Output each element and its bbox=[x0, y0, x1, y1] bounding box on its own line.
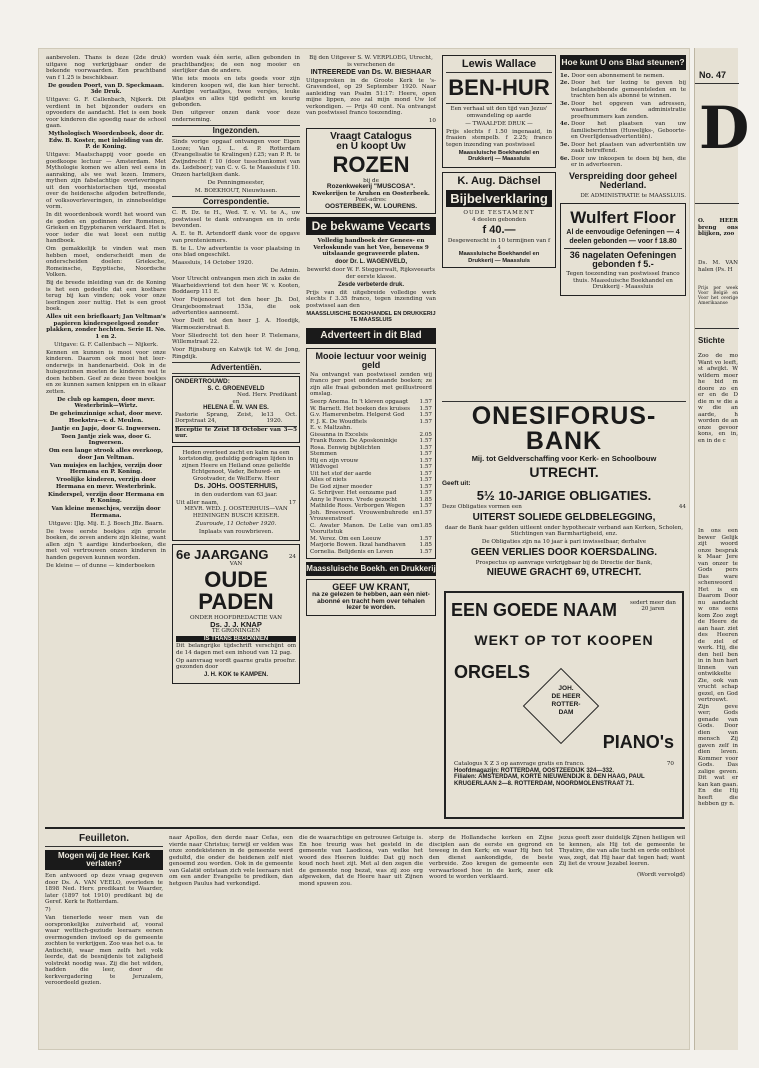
text-paragraph: worden vaak één serie, allen gebonden in prachtbandjes; de een nog mooier en sierlijker dan de andere. bbox=[172, 55, 300, 74]
book-title: Seerp Anema. In 't kleven opgaagt bbox=[310, 399, 409, 405]
feuilleton-col-2 bbox=[169, 835, 293, 1043]
text-paragraph: A. E. te R. Artendorff dank voor de opgave van prenteniemers. bbox=[172, 231, 300, 244]
ad-price: f 40.— bbox=[482, 224, 516, 236]
support-item-text: Door het opgeven van adressen, waarheen de administratie proefnummers kan zenden. bbox=[571, 100, 686, 120]
ad-text: na ze gelezen te hebben, aan een niet-abonné en tracht hem over tehalen lezer te worden. bbox=[312, 591, 430, 611]
support-item bbox=[560, 156, 686, 169]
book-title: De gouden Poort, van D. Speckmaan. 3de Druk. bbox=[48, 82, 164, 95]
ad-text: Geeft uit: bbox=[442, 479, 471, 487]
ad-number: 70 bbox=[666, 761, 674, 767]
book-price: 1.57 bbox=[419, 399, 432, 405]
ad-text: Mij. tot Geldverschaffing voor Kerk- en Schoolbouw bbox=[471, 454, 657, 463]
feuilleton-col-5 bbox=[559, 835, 685, 1043]
book-title: Mathilde Roos. Verborgen Wegen bbox=[310, 503, 406, 509]
ad-text: Na ontvangst van postwissel zenden wij franco per post onderstaande boeken; ze zijn alle fraai gebonden met geillustreerd omslag. bbox=[310, 371, 432, 397]
book-title: Frank Rozen. De Aposkoninkje bbox=[310, 438, 398, 444]
ad-text: MAASSLUISCHE BOEKHANDEL EN DRUKKERIJ TE MAASSLUIS bbox=[306, 310, 436, 323]
next-page-edge bbox=[694, 48, 750, 1050]
bijbelverklaring-ad bbox=[442, 172, 556, 268]
ad-title: Adverteert in dit Blad bbox=[306, 328, 436, 344]
support-item-number: 3e. bbox=[560, 100, 570, 107]
notice-text: Receptie te Zeist 18 October van 3—5 uur. bbox=[175, 426, 297, 439]
book-title: Cornelia. Belijdenis en Leven bbox=[310, 548, 394, 555]
book-price: 1.57 bbox=[419, 438, 432, 444]
notice-number: 17 bbox=[288, 499, 296, 506]
ad-heading: UTRECHT. bbox=[529, 463, 599, 480]
book-title: Stemmen bbox=[310, 451, 337, 457]
ad-text: OUDE TESTAMENT bbox=[463, 210, 535, 216]
book-price: 2.05 bbox=[419, 431, 432, 438]
ad-text: 4 deelen gebonden bbox=[472, 216, 526, 223]
ad-title: Maassluische Boekh. en Drukkerij bbox=[306, 562, 436, 576]
book-price: 1.57 bbox=[419, 470, 432, 477]
ad-text: Kwekerijen te Aruhen en Oosterbeek. bbox=[312, 190, 430, 197]
ad-text: door Dr. L. WAGENVELD, bbox=[334, 259, 407, 265]
engagement-notice bbox=[172, 376, 300, 443]
book-price: 1.57 bbox=[419, 509, 432, 516]
ad-text: Een verhaal uit den tijd van Jezus' omwandeling op aarde bbox=[450, 106, 548, 119]
book-list bbox=[310, 399, 432, 555]
book-title: F. J. K. De Woudfiels bbox=[310, 418, 367, 425]
book-title: De geheimzinnige schat, door mevr. Hoekstra—v. d. Meulen. bbox=[49, 411, 163, 424]
book-title: INTREEREDE van Ds. W. BIESHAAR bbox=[310, 68, 432, 76]
support-item-number: 6e. bbox=[560, 155, 570, 162]
notice-date: 13 Oct. 1920. bbox=[266, 411, 297, 424]
signature: M. BOEKHOUT, Nieuwlusen. bbox=[194, 187, 278, 194]
notice-text: Ned. Herv. Predikant bbox=[237, 392, 297, 398]
divider bbox=[695, 83, 739, 84]
masthead-letter: D bbox=[699, 94, 750, 162]
support-item-text: Door het ter lezing te geven bij belanghebbende gemeenteleden en te trachten hen als abonné te winnen. bbox=[571, 80, 686, 99]
issue-number: No. 47 bbox=[699, 70, 727, 80]
support-list bbox=[560, 73, 686, 169]
ad-heading: K. Aug. Dächsel bbox=[457, 175, 541, 187]
ad-text: Hoofdmagazijn: ROTTERDAM, OOSTZEEDIJK 324—332. bbox=[454, 767, 615, 774]
feuilleton-header bbox=[45, 833, 163, 870]
book-title: Wildvogel bbox=[310, 464, 339, 470]
book-price: 1.57 bbox=[419, 490, 432, 496]
ad-title: Wulfert Floor bbox=[570, 208, 676, 227]
newspaper-page bbox=[38, 48, 690, 1050]
text-paragraph: Uitgave: G. F. Callenbach, Nijkerk. Dit verdient in het bijzonder ouders en opvoeders de aandacht. Het is een boek voor kinderen die spoedig naar de school gaan. bbox=[46, 97, 166, 129]
ad-text: Filialen: AMSTERDAM, KORTE NIEUWENDIJK 8. DEN HAAG, PAUL KRUGERLAAN 2—8. ROTTERDAM, NOORDMOLENSTRAAT 71. bbox=[454, 774, 645, 787]
ben-hur-ad bbox=[442, 55, 556, 168]
ad-heading: NIEUWE GRACHT 69, UTRECHT. bbox=[486, 566, 642, 578]
ad-number: 24 bbox=[288, 554, 296, 560]
section-heading: Correspondentie. bbox=[172, 196, 300, 208]
publisher-line: Uitgave: G. F. Callenbach — Nijkerk. bbox=[53, 341, 159, 348]
column-4 bbox=[442, 55, 556, 395]
book-title: Vroolijke kinderen, verzijn door Hermana en mevr. Westerbrink. bbox=[55, 477, 157, 490]
text-paragraph: Maassluis, 14 October 1920. bbox=[172, 260, 254, 266]
serial-title: Mogen wij de Heer. Kerk verlaten? bbox=[45, 850, 163, 870]
ad-text: Tegen toezending van postwissel franco thuis. Maassluische Boekhandel en Drukkerij - Maassluis bbox=[566, 271, 680, 290]
text-paragraph: jezus geeft zeer duidelijk Zijnen heiligen wil te kennen, als Hij tot de gemeente te Thyatire, die van alle tucht en orde ontbloot was, zegt, dat Hij haar dat tegen had; want Zij liet de vrouw Jezabel leeren. bbox=[559, 835, 685, 867]
ad-text: TE GRONINGEN bbox=[211, 628, 261, 634]
books-ad bbox=[306, 348, 436, 560]
feuilleton-divider bbox=[45, 827, 685, 829]
section-heading: Advertentiën. bbox=[172, 362, 300, 374]
book-price: 1.57 bbox=[419, 418, 432, 425]
text-paragraph: De kleine — of dunne — kinderboeken bbox=[46, 562, 155, 569]
ad-text: Post-adres: bbox=[355, 197, 387, 203]
book-title: Anny le Feuvre. Vrede gezocht bbox=[310, 496, 398, 503]
joh-de-heer-ad bbox=[444, 591, 684, 819]
book-title: Rosa. Eenwig bijblichten bbox=[310, 444, 381, 451]
ad-text: Deze Obligaties vormen een bbox=[442, 504, 522, 510]
ad-number: 44 bbox=[678, 504, 686, 510]
ad-heading: Mooie lectuur voor weinig geld bbox=[315, 350, 427, 370]
ad-text: sedert meer dan 20 jaren bbox=[630, 600, 676, 613]
book-title: Joh. Breevoort. Vrouwenbuhrede en Vrouwenstreef bbox=[310, 509, 420, 522]
book-price: 1.57 bbox=[419, 405, 432, 412]
ad-text: Dit belangrijke tijdschrift verschijnt om de 14 dagen met een inhoud van 12 pag. bbox=[176, 643, 296, 656]
book-title: Mythologisch Woordenboek, door dr. Edw. B. Koster, met inleiding van dr. P. de Koning. bbox=[48, 131, 164, 150]
support-item-number: 4e. bbox=[560, 121, 570, 127]
continued-note: (Wordt vervolgd) bbox=[636, 871, 685, 878]
text-paragraph: B. te L. Uw advertentie is voor plaatsing in ons blad ongeschikt. bbox=[172, 245, 300, 258]
ad-text: Prijs slechts f 1.50 ingenaaid, in fraaien stempelb. f 2.25; franco tegen inzending van postwissel bbox=[446, 128, 552, 148]
newspaper-notice bbox=[306, 579, 436, 616]
ad-text: bewerkt door W. F. Steggerwalt, Rijksveearts der eerste klasse. bbox=[307, 267, 435, 280]
ad-number: 10 bbox=[428, 118, 436, 124]
ad-price: gebonden f 5.- bbox=[592, 259, 654, 269]
divider bbox=[564, 248, 682, 249]
book-title: Alles of niets bbox=[310, 477, 347, 483]
ad-title: BEN-HUR bbox=[448, 75, 550, 100]
support-item-number: 2e. bbox=[560, 80, 570, 86]
signature: De Penningmeester, bbox=[207, 179, 265, 186]
book-title: G. Schrijver. Het eenzame pad bbox=[310, 490, 397, 496]
book-title: E. v. Maltzahn. bbox=[310, 425, 353, 431]
ad-text: daar de Bank haar gelden uitleent onder hypothecair verband aan Kerken, Scholen, Stichtingen van Barmhartigheid, enz. bbox=[444, 524, 684, 537]
ad-text: Op aanvraag wordt gaarne gratis proefnr. gezonden door bbox=[176, 657, 296, 670]
book-title: Alles uit een briefkaart; Jan Veltman's papieren kinderspeelgoed zonder plakken, zonder hechten. Serie II. No. 1 en 2. bbox=[46, 314, 166, 340]
ad-text: Volledig handboek der Genees- en Verloskunde van het Vee, benevens 9 uitslaande gegraveerde platen. bbox=[313, 238, 429, 257]
book-row bbox=[310, 510, 432, 523]
book-title: Toen Jantje ziek was, door G. Ingwersen. bbox=[60, 433, 152, 446]
text-paragraph: Een antwoord op deze vraag gegeven door Ds. A. VAN VEELO, overleden te 1898 Ned. Herv. predikant te Waarder, later (1897 tot 1910) predikant bij de Geref. Kerk te Rotterdam. bbox=[45, 873, 163, 905]
book-title: Jantje en Japje, door G. Ingwersen. bbox=[51, 425, 161, 432]
text-paragraph: Voor Rijnsburg en Katwijk tot W. de Jong, Ringdijk. bbox=[172, 347, 300, 360]
motto: O. HEER breng ons blijken, zoo bbox=[698, 218, 738, 237]
signature: De Admin. bbox=[270, 268, 300, 274]
book-title: M. Verez. Om een Leeuw bbox=[310, 535, 382, 542]
support-item-text: Door het plaatsen van advertentiën uw zaak betreffend. bbox=[571, 141, 686, 154]
support-item-number: 5e. bbox=[560, 141, 570, 148]
notice-text: Heden overleed zacht en kalm na een kortstondig, geduldig gedragen lijden in zijnen Heere en Heiland onze geliefde Echtgenoot, Vader, Behuwd- en Grootvader, de WelEerw. Heer bbox=[178, 449, 294, 482]
notice-name: Ds. JOHs. OOSTERHUIS, bbox=[194, 482, 278, 490]
book-title: Hij en zijn vrouw bbox=[310, 457, 359, 464]
book-title: Om een lange strook alles overkoop, door Jan Veltman. bbox=[48, 448, 164, 461]
divider bbox=[446, 72, 552, 73]
book-price: 1.85 bbox=[419, 496, 432, 503]
support-item bbox=[560, 73, 686, 80]
feuilleton-col-4 bbox=[429, 835, 553, 1043]
support-item-text: Door een abonnement te nemen. bbox=[571, 72, 665, 79]
text-paragraph: Bij de breede inleiding van dr. de Koning is het een gedeelte dat een kostbare terug bij kan vinden; ook voor onze leerlingen zeer nuttig. Het is een groot boek. bbox=[46, 280, 166, 312]
section-heading: Ingezonden. bbox=[172, 125, 300, 137]
ad-text: — TWAALFDE DRUK — bbox=[465, 120, 533, 127]
book-price: 1.57 bbox=[419, 503, 432, 509]
oude-paden-ad bbox=[172, 544, 300, 685]
ad-heading: 5½ 10-JARIGE OBLIGATIES. bbox=[476, 488, 652, 503]
ad-title: Hoe kunt U ons Blad steunen? bbox=[560, 55, 686, 70]
notice-text: Uit aller naam, bbox=[176, 499, 219, 506]
ad-heading: ORGELS bbox=[454, 662, 531, 682]
support-item bbox=[560, 142, 686, 155]
roses-ad bbox=[306, 128, 436, 215]
text-paragraph: Voor Utrecht ontvangen men zich in zake de Waarheidsvriend tot den heer W. v. Kooten, Boddaerp 111 E. bbox=[172, 276, 300, 295]
text-paragraph: Sinds vorige opgaaf ontvangen voor Eigen Looze; Van J. L. d. P. Rotterdam (Evangelisatie te Kralingen) f.25; van P. R. te Zwijndrecht f 10 (door tusschenkomst van ds. Ledeboer); van C. v. G. te Maassluis f 10. Onzen hartelijken dank. bbox=[172, 139, 300, 178]
ad-heading: GEEN VERLIES DOOR KOERSDALING. bbox=[470, 546, 658, 558]
text-paragraph: Bij den Uitgever S. W. VERPLOEG, Utrecht, is verschenen de bbox=[309, 55, 433, 68]
text-paragraph: C. R. Dz. te H., Wed. T. v. Vl. te A., uw postwissel te dank ontvangen en in orde bevonden. bbox=[172, 210, 300, 229]
ad-text: bij de bbox=[363, 177, 379, 184]
ad-text: OOSTERBEEK, W. LOURENS. bbox=[324, 202, 418, 210]
book-price: 1.57 bbox=[419, 451, 432, 457]
book-price: 1.57 bbox=[419, 535, 432, 542]
ad-title: OUDE PADEN bbox=[198, 567, 274, 614]
support-item bbox=[560, 80, 686, 100]
feuilleton-col-3 bbox=[299, 835, 423, 1043]
article-heading: Stichte bbox=[698, 336, 725, 345]
book-title: W. Barnett. Het boeken des kruises bbox=[310, 405, 411, 412]
text-paragraph: Uitgave: Maatschappij voor goede en goedkoope lectuur — Amsterdam. Met Mythologie komen we allen wel eens in aanraking, als we wat lezen. Immers, mythen zijn fabelachtige overleveringen uit den voorhistorischen tijd, meestal over de heidensche afgoden betreffende, of volksoverleveringen, in zinnebeeldige vorm. bbox=[46, 152, 166, 210]
notice-name: HELENA E. W. VAN ES. bbox=[203, 405, 269, 411]
notice-text: Zuuroude, 11 October 1920. bbox=[195, 520, 277, 527]
book-price: 1.57 bbox=[419, 483, 432, 490]
ad-text: De Obligaties zijn na 10 jaar à pari inwisselbaar, derhalve bbox=[481, 539, 647, 545]
text-paragraph: De twee eerste boekjes zijn groote boeken, de zeven andere zijn kleine, want allen zijn 't aardige kinderboeken, die met vol vertrouwen onzen kinderen in handen gegeven kunnen worden. bbox=[46, 528, 166, 561]
text-paragraph: Van tienerlede weer men van de oorspronkelijke zuiverheid af, vooral waar wettisch-geziude leeraars eenen overmogenden invloed op de gemeente zochten te verkrijgen. Zoo was het o.a. te Antiochië, waar men zelfs het volk leerde, dat de besnijdenis tot zaligheid volstrekt noodig was. Zij die het wilden, hadden die leer, door de kerkvergadering te Jeruzalem, veroordeeld gezien. bbox=[45, 915, 163, 986]
text-paragraph: Voor Delft tot den heer J. A. Hoedijk, Warmoezierstraat 8. bbox=[172, 318, 300, 331]
text-paragraph: Wie iets moois en iets goeds voor zijn kinderen koopen wil, die kan hier terecht. Aardige vertaaltjes, twee versjes, leuke plaatjes en alles tijd gedicht en keurig gebonden. bbox=[172, 76, 300, 108]
ad-title: EEN GOEDE NAAM bbox=[451, 600, 618, 620]
ad-text: Maassluische Boekhandel en Drukkerij — Maassluis bbox=[458, 149, 540, 162]
text-paragraph: aanbevolen. Thans is deze (2de druk) uitgave nog verkrijgbaar onder de bekende voorwaarden. Een prachtband van f 1.25 is beschikbaar. bbox=[46, 55, 166, 81]
ad-heading: Lewis Wallace bbox=[461, 58, 537, 70]
ad-title: ROZEN bbox=[332, 151, 410, 177]
book-price: 1.57 bbox=[419, 444, 432, 451]
ad-heading: WEKT OP TOT KOOPEN bbox=[474, 632, 654, 648]
notice-text: Inplaats van rouwbrieven. bbox=[198, 528, 274, 535]
text-paragraph: Voor Sliedrecht tot den heer P. Tielemans, Willemstraat 22. bbox=[172, 332, 300, 345]
book-price: 1.85 bbox=[419, 542, 432, 548]
price-info: Prijs per week Voor België en Voor het overige Amerikaanse bbox=[698, 286, 738, 306]
ad-heading: en U koopt Uw bbox=[336, 140, 406, 152]
notice-heading: ONDERTROUWD: bbox=[175, 378, 230, 385]
text-paragraph: die de waarachtige en getrouwe Getuige is. En hoe treurig was het gesteld in de gemeente van Laodicea, van welke het woord des Heeren luidde: Dat gij noch koud noch heet zijt. Met al den zegen die de gemeente nog bezat, was zij zoo erg afgeweken, dat de Heere haar uit Zijnen mond spuwen zou. bbox=[299, 835, 423, 887]
text-paragraph: 7) bbox=[45, 907, 51, 913]
ad-text: Desgewenscht in 10 termijnen van f 4 bbox=[447, 238, 551, 251]
ad-title: Bijbelverklaring bbox=[446, 190, 552, 207]
divider bbox=[695, 203, 739, 204]
ad-text: Prospectus op aanvrage verkrijgbaar bij de Directie der Bank, bbox=[475, 559, 653, 566]
book-title: De God zijner moeder bbox=[310, 483, 373, 490]
text-paragraph: Kennen en kunnen is mooi voor onze kinderen. Daarom ook mooi het leer-onderwijs in handenarbeid. Ook in de huisgezinnen moeten de kinderen wat te doen hebben. Geef ze deze twee boekjes en ze kunnen samen knippen en in elkaar zetten. bbox=[46, 349, 166, 395]
text-paragraph: naar Apollos, den derde naar Cefas, een vierde naar Christus; terwijl er velden was onze zondekistenen in de gemeente werd gedultd, die onder de heidenen zelf niet genoemd zou worden. Ook in de gemeente van Galatië ontstaan zich vele leeraars niet om een ander Evangelie te prediken, dan hetgeen Paulus had verkondigd. bbox=[169, 835, 293, 887]
ad-text: Catalogus X Z 3 op aanvrage gratis en franco. bbox=[454, 761, 585, 767]
notice-text: MEVR. WED. J. OOSTERHUIS—VAN HEININGEN BUSCH KEISER. bbox=[184, 506, 288, 519]
publisher-line: Uitgave: IJlg. Mij. E. J. Bosch JBz. Baarn. bbox=[48, 520, 164, 527]
text-paragraph: Om gemakkelijk te vinden wat men hebben moet, onderscheidt men de onderscheiden doelen: Grieksche, Romeinsche, Egyptische, Noordsche Volken. bbox=[46, 246, 166, 278]
text-paragraph: In dit woordenboek wordt het woord van de goden en godinnen der Romeinen, Grieken en Egyptenaren verklaard. Het is voor ieder die wat leest een nuttig handboek. bbox=[46, 212, 166, 244]
book-price: 1.57 bbox=[419, 477, 432, 483]
ad-heading: 36 nagelaten Oefeningen bbox=[569, 250, 677, 260]
notice-name: S. C. GROENEVELD bbox=[207, 385, 265, 392]
book-title: Kinderspel, verzijn door Hermana en P. Koning. bbox=[47, 491, 165, 504]
ad-footer bbox=[454, 761, 674, 788]
book-price: 1.57 bbox=[419, 457, 432, 464]
wulfert-floor-ad bbox=[560, 203, 686, 296]
ad-text: J. H. KOK te KAMPEN. bbox=[203, 672, 268, 678]
ad-text: VAN bbox=[229, 560, 243, 567]
column-5 bbox=[560, 55, 686, 395]
ad-text: Zesde verbeterde druk. bbox=[337, 281, 405, 288]
death-notice bbox=[172, 446, 300, 541]
book-title: De club op kampen, door mevr. Westerbrink—Wirtz. bbox=[57, 396, 155, 409]
support-item-text: Door uw inkoopen te doen bij hen, die er in adverteeren. bbox=[571, 155, 686, 168]
text-paragraph: sterp de Hollandsche kerken en Zijne disciplen aan de eerste en gegrond en teweeg in den Kerk; en waar Hij hen tot den dienst aankondigde, de beste verbreide. Zoo kregen de gemeente een verwaarloosd hoe in de kerk, zeer elk woord te worden verklaard. bbox=[429, 835, 553, 880]
article-text: Zoo de mo Want vo leeft, st afwijkt. W wildern moer he bid m doore zo en er en de D die m w die a w die an aarde, h worden de an onze gevoor kons, en in, en in de c bbox=[698, 353, 738, 444]
book-title: Uit het stof der aarde bbox=[310, 470, 372, 477]
notice-text: in den ouderdom van 63 jaar. bbox=[194, 491, 278, 498]
book-row bbox=[310, 549, 432, 556]
ad-heading: 6e JAARGANG bbox=[176, 546, 269, 562]
divider bbox=[446, 103, 552, 104]
ad-heading: UITERST SOLIEDE GELDBELEGGING, bbox=[472, 511, 656, 523]
ad-title: ONESIFORUS-BANK bbox=[471, 402, 657, 455]
support-item bbox=[560, 121, 686, 141]
notice-text: Pastorie Sprang, Zeist, le Dorpstraat 24, bbox=[175, 411, 267, 424]
ad-text: Prijs van dit uitgebreide volledige werk slechts f 3.35 franco, tegen inzending van postwissel aan den bbox=[306, 289, 436, 309]
logo-text: JOH. DE HEER ROTTER- DAM bbox=[551, 685, 581, 716]
book-title: Marjorie Bowen. Ikzal handhaven bbox=[310, 542, 406, 548]
ad-heading: GEEF UW KRANT, bbox=[332, 582, 410, 592]
ad-heading: Vraagt Catalogus bbox=[330, 130, 412, 142]
feuilleton-title: Feuilleton. bbox=[45, 833, 163, 847]
notice-text: en bbox=[232, 398, 240, 405]
ad-title: De bekwame Vecarts bbox=[306, 217, 436, 235]
column-3 bbox=[306, 55, 436, 825]
book-price: 1.57 bbox=[419, 412, 432, 418]
ad-heading: Verspreiding door geheel Nederland. bbox=[568, 170, 678, 190]
ad-banner: IS THANS BEGONNEN bbox=[176, 636, 296, 643]
ad-text: Ds. J. J. KNAP bbox=[210, 619, 262, 629]
book-title: C. Awater Manon. De Lelie van om Vooruitstuk bbox=[310, 522, 420, 535]
editor: Ds. M. VAN halen (Ps. H bbox=[698, 260, 738, 273]
onesiforus-bank-ad bbox=[442, 401, 686, 587]
ad-text: Rozenkwekerij "MUSCOSA". bbox=[326, 183, 416, 190]
text-paragraph: Voor Feijenoord tot den heer Jb. Dol, Oranjeboomstraat 153a, die ook advertenties aanneemt. bbox=[172, 297, 300, 316]
feuilleton-col-1 bbox=[45, 873, 163, 1043]
support-item-number: 1e. bbox=[560, 72, 570, 79]
ad-text: ONDER HOOFDREDACTIE VAN bbox=[190, 615, 282, 621]
article-text: In ons een bewer Gelijk zijt woord onze besprak k Maar Jere van onzer te Gods pers Das ware schenwoord Het is en Daarom Door nu aandacht w ons eens kom Zoo zegt de Heere de aan haar. ziet des Heeren de ziel of werk. Hij, die den heil ben in in hun hart linnen van ontwikkelte Zie, ook van vrucht schap gezel, en God vertrouwt. Zijn geve wer; Gods genade van Gods. Door dien van mensch Zij gaven zelf in dien leven. Kommer voor Gods. Das zalige geven. Dit wat er kan kan gaan. En die Hij heeft die hebben gy n. bbox=[698, 528, 738, 807]
ad-text: Al de eenvoudige Oefeningen — 4 deelen gebonden — voor f 18.80 bbox=[566, 229, 680, 245]
divider bbox=[695, 328, 739, 329]
text-paragraph: Den uitgever onzen dank voor deze onderneming. bbox=[172, 110, 300, 123]
support-item bbox=[560, 101, 686, 121]
column-2 bbox=[172, 55, 300, 825]
book-price: 1.85 bbox=[419, 522, 432, 529]
book-title: G.v. Hamerenbetm. Helgerst God bbox=[310, 412, 405, 418]
book-price: 1.57 bbox=[419, 548, 432, 555]
book-title: Gissanna in Excelsis bbox=[310, 431, 368, 438]
book-price: 1.57 bbox=[419, 464, 432, 470]
text-paragraph: Uitgesproken in de Groote Kerk te 's-Gravendeel, op 29 September 1920. Naar aanleiding van Psalm 51:17: Heere, open mijne lippen, zoo zal mijn mond Uw lof verkondigen. — Prijs 40 cent. Na ontvangst van postwissel franco toezending. bbox=[306, 77, 436, 116]
ad-heading: PIANO's bbox=[602, 732, 674, 752]
signature: DE ADMINISTRATIE te MAASSLUIS. bbox=[580, 192, 686, 199]
column-1 bbox=[46, 55, 166, 825]
book-row bbox=[310, 523, 432, 536]
book-title: Van muisjes en lachjes, verzijn door Hermana en P. Koning. bbox=[49, 462, 163, 475]
ad-text: Maassluische Boekhandel en Drukkerij — Maassluis bbox=[458, 251, 540, 264]
support-item-text: Door het plaatsen van uw familieberichten (Huwelijks-, Geboorte- en Overlijdensadvertentiën). bbox=[571, 121, 686, 140]
book-title: Van kleine menschjes, verzijn door Hermana. bbox=[51, 506, 161, 519]
